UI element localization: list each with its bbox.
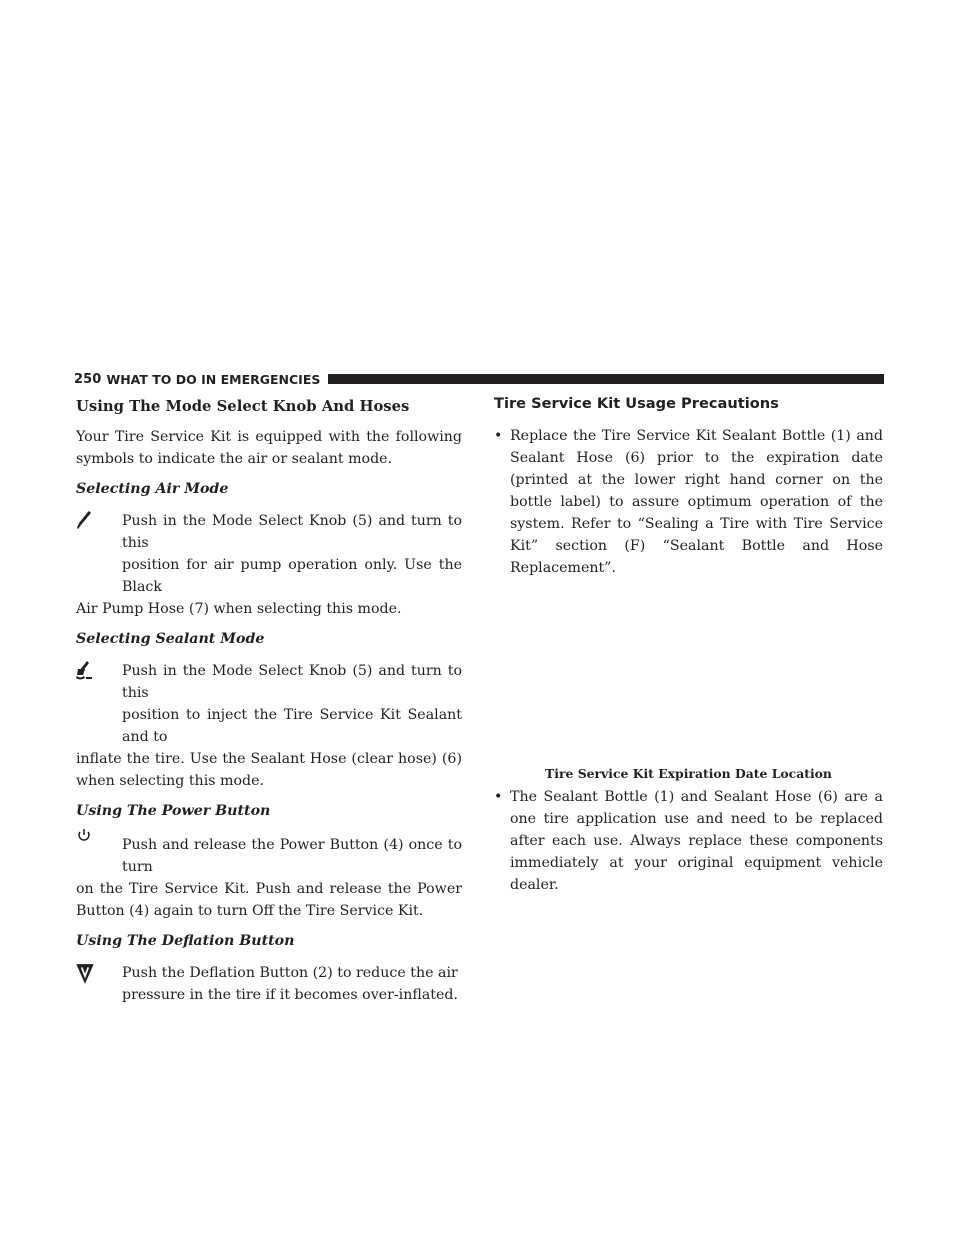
deflation-icon (74, 962, 96, 986)
power-button-line1: Push and release the Power Button (4) once to turn (122, 837, 462, 875)
precaution-bullet-2-text: The Sealant Bottle (1) and Sealant Hose (6) are a one tire application use and need to be replaced after each use. Always replace these components immediately at your original equipment vehicle dealer. (510, 789, 883, 893)
sealant-mode-paragraph (76, 660, 462, 792)
deflation-button-line1: Push the Deflation Button (2) to reduce the air (122, 965, 458, 981)
precaution-bullet-1 (494, 425, 883, 579)
sealant-mode-line2: position to inject the Tire Service Kit Sealant and to (122, 707, 462, 745)
header-rule (328, 374, 884, 384)
page-header (74, 370, 884, 388)
precautions-heading: Tire Service Kit Usage Precautions (494, 395, 779, 412)
power-button-title: Using The Power Button (76, 803, 271, 819)
air-mode-line1: Push in the Mode Select Knob (5) and turn to this (122, 513, 462, 551)
sealant-mode-rest: inflate the tire. Use the Sealant Hose (clear hose) (6) when selecting this mode. (76, 751, 462, 789)
power-button-paragraph (76, 834, 462, 922)
figure-caption: Tire Service Kit Expiration Date Location (545, 766, 832, 781)
air-mode-paragraph (76, 510, 462, 620)
precaution-bullet-2 (494, 786, 883, 896)
section-title: WHAT TO DO IN EMERGENCIES (106, 371, 321, 387)
sealant-mode-title: Selecting Sealant Mode (76, 631, 265, 647)
bullet-marker: • (494, 428, 503, 444)
precaution-bullet-1-text: Replace the Tire Service Kit Sealant Bottle (1) and Sealant Hose (6) prior to the expiration date (printed at the lower right hand corner on the bottle label) to assure optimum operation of the system. Refer to “Sealing a Tire with Tire Service Kit” section (F) “Sealant Bottle and Hose Replacement”. (510, 428, 883, 576)
air-mode-rest: Air Pump Hose (7) when selecting this mode. (76, 601, 402, 617)
deflation-button-title: Using The Deflation Button (76, 933, 295, 949)
mode-knob-heading: Using The Mode Select Knob And Hoses (76, 398, 410, 415)
deflation-button-paragraph (76, 962, 462, 1006)
left-column (76, 392, 462, 1006)
air-mode-icon (74, 510, 94, 532)
right-column (494, 392, 883, 579)
air-mode-line2: position for air pump operation only. Use the Black (122, 557, 462, 595)
power-icon (74, 826, 94, 848)
sealant-mode-icon (74, 660, 94, 682)
mode-knob-intro: Your Tire Service Kit is equipped with the following symbols to indicate the air or sealant mode. (76, 429, 462, 467)
air-mode-title: Selecting Air Mode (76, 481, 229, 497)
deflation-button-line2: pressure in the tire if it becomes over-inflated. (122, 987, 458, 1003)
sealant-mode-line1: Push in the Mode Select Knob (5) and turn to this (122, 663, 462, 701)
page-number: 250 (74, 371, 102, 387)
precaution-bullet-2-wrap (494, 786, 883, 896)
bullet-marker: • (494, 789, 503, 805)
power-button-rest: on the Tire Service Kit. Push and release the Power Button (4) again to turn Off the Tire Service Kit. (76, 881, 462, 919)
